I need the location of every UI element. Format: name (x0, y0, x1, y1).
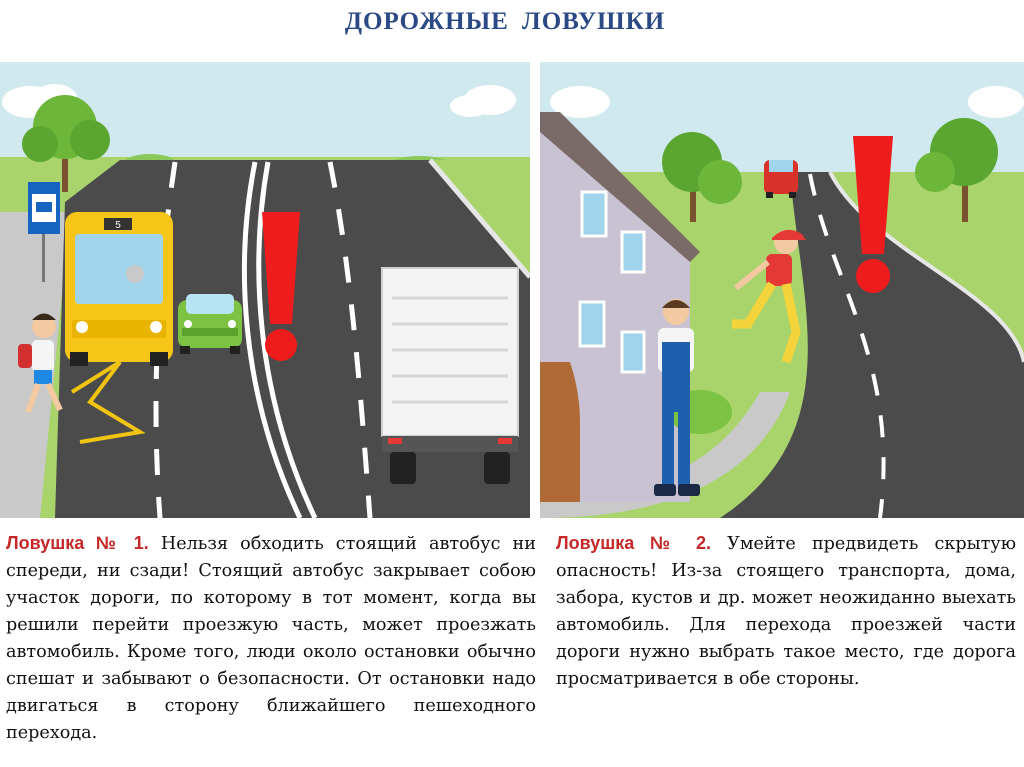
exclamation-icon (853, 136, 893, 293)
car-red (764, 160, 798, 198)
illustration-trap-1 (0, 62, 530, 518)
trap-2-label: Ловушка № 2. (556, 533, 711, 553)
trap-2-caption (556, 530, 1016, 693)
trap-1-caption (6, 530, 536, 747)
truck (382, 268, 518, 484)
page-title: ДОРОЖНЫЕ ЛОВУШКИ (344, 8, 666, 35)
trap-2-text: Умейте предвидеть скрытую опасность! Из-за стоящего транспорта, дома, забора, кустов и др. может неожиданно выехать автомобиль. Для перехода проезжей части дороги нужно выбрать такое место, где дорога просматривается в обе стороны. (556, 534, 1017, 689)
trap-1-text: Нельзя обходить стоящий автобус ни спереди, ни сзади! Стоящий автобус закрывает собою участок дороги, по которому в тот момент, когда вы решили перейти проезжую часть, может проезжать автомобиль. Кроме того, люди около остановки обычно спешат и забывают о безопасности. От остановки надо двигаться в сторону ближайшего пешеходного перехода. (6, 534, 536, 743)
bus (65, 212, 173, 366)
trap-1-label: Ловушка № 1. (6, 533, 149, 553)
bus-route-number: 5 (115, 220, 121, 231)
car-green (178, 294, 242, 354)
illustration-trap-2 (540, 62, 1024, 518)
exclamation-icon (262, 212, 300, 361)
